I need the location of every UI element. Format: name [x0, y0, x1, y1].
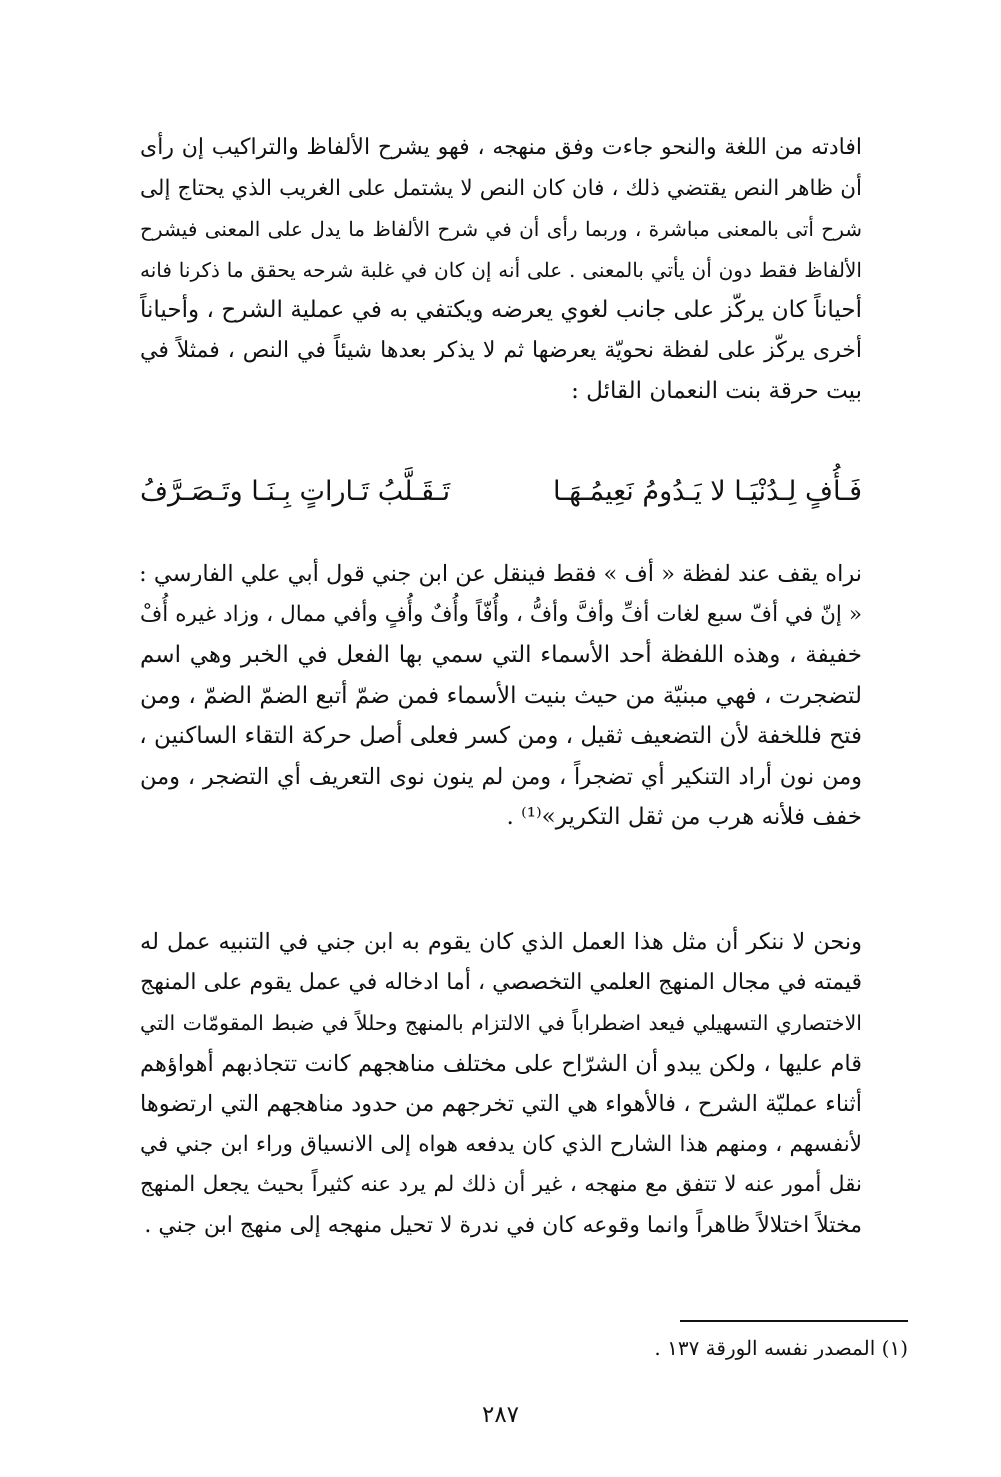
paragraph-2 — [140, 554, 862, 838]
text-line: أحياناً كان يركّز على جانب لغوي يعرضه ويكتفي به في عملية الشرح ، وأحياناً — [140, 297, 862, 323]
text-line: مختلاً اختلالاً ظاهراً وانما وقوعه كان في ندرة لا تحيل منهجه إلى منهج ابن جني . — [144, 1212, 862, 1238]
verse-second-hemistich: تَـقَـلَّبُ تَـاراتٍ بِـنَـا وتَـصَـرَّفُ — [140, 476, 451, 507]
paragraph-1 — [140, 128, 862, 412]
text-line: بيت حرقة بنت النعمان القائل : — [571, 378, 862, 404]
paragraph-3 — [140, 922, 862, 1246]
text-line: افادته من اللغة والنحو جاءت وفق منهجه ، فهو يشرح الألفاظ والتراكيب إن رأى — [140, 135, 862, 160]
text-line: فتح فللخفة لأن التضعيف ثقيل ، ومن كسر فعلى أصل حركة التقاء الساكنين ، — [139, 723, 862, 749]
text-line: الاختصاري التسهيلي فيعد اضطراباً في الالتزام بالمنهج وحللاً في ضبط المقومّات التي — [140, 1011, 862, 1035]
text-line: لأنفسهم ، ومنهم هذا الشارح الذي كان يدفعه هواه إلى الانسياق وراء ابن جني في — [140, 1131, 862, 1157]
text-line: أثناء عمليّة الشرح ، فالأهواء هي التي تخرجهم من حدود مناهجهم التي ارتضوها — [140, 1091, 862, 1117]
footnote: (١) المصدر نفسه الورقة ١٣٧ . — [654, 1336, 908, 1360]
poetry-verse — [140, 470, 862, 514]
text-line: أخرى يركّز على لفظة نحويّة يعرضها ثم لا يذكر بعدها شيئاً في النص ، فمثلاً في — [140, 337, 862, 363]
text-line: خفيفة ، وهذه اللفظة أحد الأسماء التي سمي بها الفعل في الخبر وهي اسم — [140, 642, 862, 668]
verse-first-hemistich: فَـأُفٍ لِـدُنْيَـا لا يَـدُومُ نَعِيمُـهَـا — [552, 476, 862, 507]
text-line: خفف فلأنه هرب من ثقل التكرير»⁽¹⁾ . — [506, 804, 862, 830]
text-line: نقل أمور عنه لا تتفق مع منهجه ، غير أن ذلك لم يرد عنه كثيراً بحيث يجعل المنهج — [140, 1172, 862, 1197]
text-line: لتضجرت ، فهي مبنيّة من حيث بنيت الأسماء فمن ضمّ أتبع الضمّ الضمّ ، ومن — [140, 682, 862, 709]
text-line: ومن نون أراد التنكير أي تضجراً ، ومن لم ينون نوى التعريف أي التضجر ، ومن — [140, 763, 862, 790]
text-line: ونحن لا ننكر أن مثل هذا العمل الذي كان يقوم به ابن جني في التنبيه عمل له — [140, 929, 862, 955]
text-line: الألفاظ فقط دون أن يأتي بالمعنى . على أنه إن كان في غلبة شرحه يحقق ما ذكرنا فانه — [140, 257, 862, 282]
text-line: شرح أتى بالمعنى مباشرة ، وربما رأى أن في شرح الألفاظ ما يدل على المعنى فيشرح — [140, 217, 862, 241]
text-line: قيمته في مجال المنهج العلمي التخصصي ، أما ادخاله في عمل يقوم على المنهج — [140, 969, 862, 995]
text-line: « إنّ في أفّ سبع لغات أفِّ وأفَّ وأفُّ ، وأُفّاً وأُفٌ وأُفٍ وأفي ممال ، وزاد غيره أُفْ — [140, 601, 862, 627]
page-number: ٢٨٧ — [481, 1402, 520, 1428]
footnote-divider — [680, 1320, 908, 1322]
text-line: قام عليها ، ولكن يبدو أن الشرّاح على مختلف مناهجهم كانت تتجاذبهم أهواؤهم — [140, 1050, 862, 1077]
text-line: أن ظاهر النص يقتضي ذلك ، فان كان النص لا يشتمل على الغريب الذي يحتاج إلى — [140, 175, 862, 201]
text-line: نراه يقف عند لفظة « أف » فقط فينقل عن ابن جني قول أبي علي الفارسي : — [139, 561, 862, 587]
